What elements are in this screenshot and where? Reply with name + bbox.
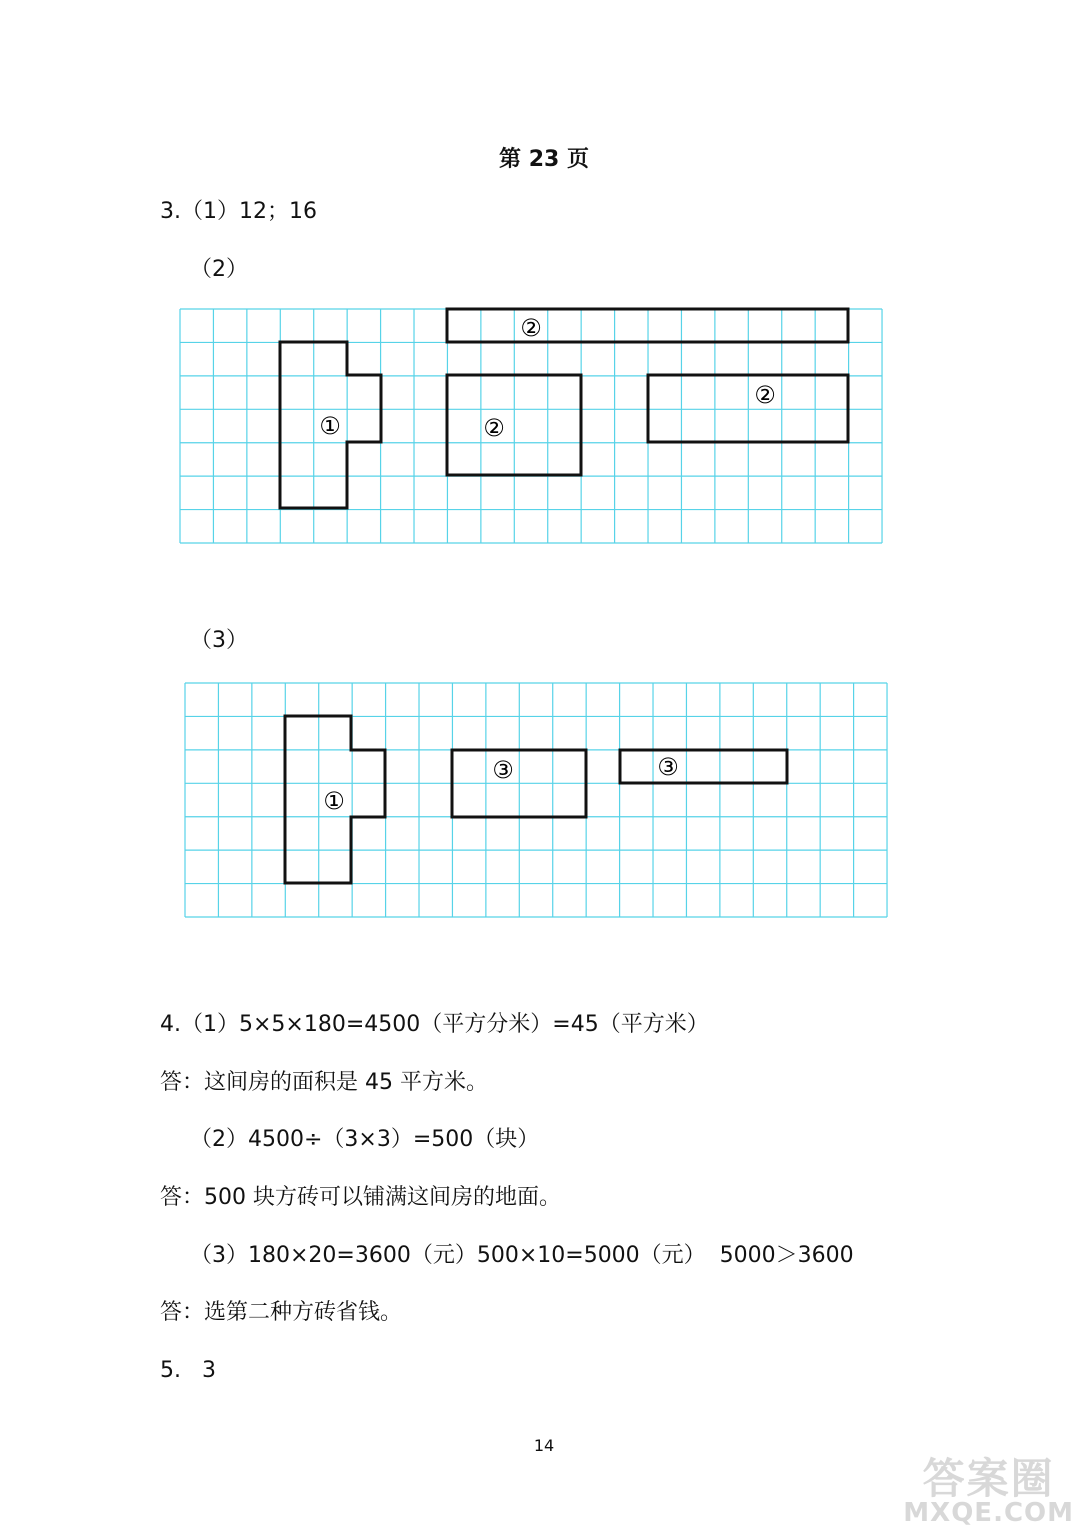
shape-3-strip <box>620 750 787 783</box>
page-title: 第 23 页 <box>499 147 589 172</box>
q3-part1: 3.（1）12；16 <box>160 199 317 224</box>
q3-part3-label: （3） <box>190 628 248 653</box>
shape-label: ① <box>319 412 341 440</box>
shape-label: ② <box>754 381 776 409</box>
q4-line1: 4.（1）5×5×180=4500（平方分米）=45（平方米） <box>160 1012 709 1037</box>
q4-answer1: 答：这间房的面积是 45 平方米。 <box>160 1070 488 1095</box>
watermark-line2: MXQE.COM <box>903 1498 1074 1528</box>
shape-label: ② <box>520 314 542 342</box>
shape-label: ③ <box>492 756 514 784</box>
q5-answer: 5. 3 <box>160 1358 216 1383</box>
watermark-line1: 答案圈 <box>922 1454 1055 1503</box>
page-number: 14 <box>533 1436 555 1455</box>
watermark <box>903 1454 1074 1528</box>
shape-label: ③ <box>657 753 679 781</box>
shape-label: ② <box>483 414 505 442</box>
q3-part2-label: （2） <box>190 257 248 282</box>
grid-shapes-part3 <box>285 716 787 883</box>
q4-answer3: 答：选第二种方砖省钱。 <box>160 1300 403 1325</box>
q4-answer2: 答：500 块方砖可以铺满这间房的地面。 <box>160 1185 561 1210</box>
q4-line2: （2）4500÷（3×3）=500（块） <box>190 1127 540 1152</box>
shape-label: ① <box>323 787 345 815</box>
q4-line3: （3）180×20=3600（元）500×10=5000（元） 5000＞3600 <box>190 1243 854 1268</box>
